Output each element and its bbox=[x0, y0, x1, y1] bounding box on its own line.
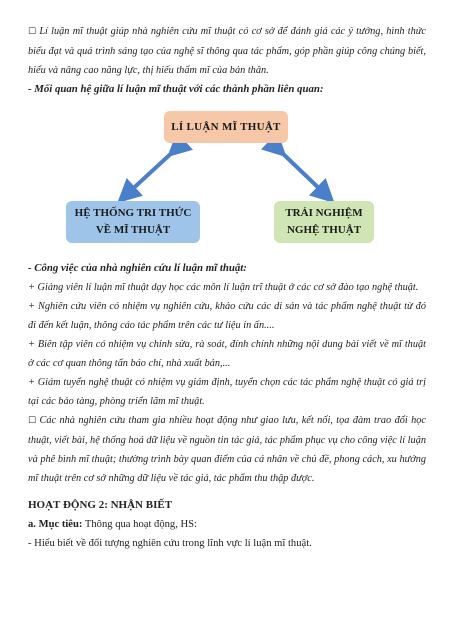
work-item: + Giám tuyển nghệ thuật có nhiệm vụ giám định, tuyển chọn các tác phẩm nghệ thuật có giá trị tại các bảo tàng, phòng triển lãm mĩ thuật. bbox=[28, 377, 426, 407]
exchange-paragraph: ☐ Các nhà nghiên cứu tham gia nhiều hoạt động như giao lưu, kết nối, tọa đàm trao đổi học thuật, viết bài, hệ thống hoá dữ liệu về nguồn tin tác giả, tác phẩm phục vụ cho công việc lí luận và phê bình mĩ thuật; thường trình bày quan điểm của cá nhân về chủ đề, phong cách, xu hướng mĩ thuật trên cơ sở những dữ liệu về tác giả, tác phẩm thu thập được. bbox=[28, 415, 426, 484]
work-item: + Giảng viên lí luận mĩ thuật dạy học các môn lí luận trĩ thuật ở các cơ sở đào tạo nghệ thuật. bbox=[28, 282, 419, 293]
objective-line bbox=[28, 515, 426, 534]
activity-heading: HOẠT ĐỘNG 2: NHẬN BIẾT bbox=[28, 499, 173, 511]
objective-item: - Hiểu biết về đối tượng nghiên cứu trong lĩnh vực lí luận mĩ thuật. bbox=[28, 538, 312, 549]
work-item: + Nghiên cứu viên có nhiệm vụ nghiên cứu, khảo cứu các di sản và tác phẩm nghệ thuật từ đó đi đến kết luận, thông cáo tác phẩm trên các tư liệu in ấn.... bbox=[28, 301, 426, 331]
node-knowledge-system: HỆ THỐNG TRI THỨC VỀ MĨ THUẬT bbox=[66, 201, 200, 243]
checkbox-bullet-icon: ☐ bbox=[28, 416, 37, 426]
work-item: + Biên tập viên có nhiệm vụ chỉnh sửa, rà soát, đính chính những nội dung bài viết về mĩ thuật ở các cơ quan thông tấn báo chí, nhà xuất bản,... bbox=[28, 339, 426, 369]
arrow-left bbox=[126, 149, 176, 195]
relation-diagram bbox=[28, 109, 426, 259]
node-art-theory: LÍ LUẬN MĨ THUẬT bbox=[164, 111, 288, 143]
relation-heading: - Mối quan hệ giữa lí luận mĩ thuật với các thành phần liên quan: bbox=[28, 83, 324, 95]
node-art-experience: TRẢI NGHIỆM NGHỆ THUẬT bbox=[274, 201, 374, 243]
arrow-right bbox=[278, 149, 326, 195]
intro-paragraph: ☐ Lí luận mĩ thuật giúp nhà nghiên cứu mĩ thuật có cơ sở để đánh giá các ý tưởng, hình thức biểu đạt và quá trình sáng tạo của nghệ sĩ thông qua tác phẩm, góp phần giúp công chúng biết, hiểu và nâng cao năng lực, thị hiếu thẩm mĩ của bản thân. bbox=[28, 26, 426, 76]
work-heading: - Công việc của nhà nghiên cứu lí luận mĩ thuật: bbox=[28, 262, 247, 274]
checkbox-bullet-icon: ☐ bbox=[28, 27, 37, 37]
objective-label: a. Mục tiêu: bbox=[28, 519, 83, 530]
document-page bbox=[28, 22, 426, 553]
objective-text: Thông qua hoạt động, HS: bbox=[82, 519, 198, 530]
